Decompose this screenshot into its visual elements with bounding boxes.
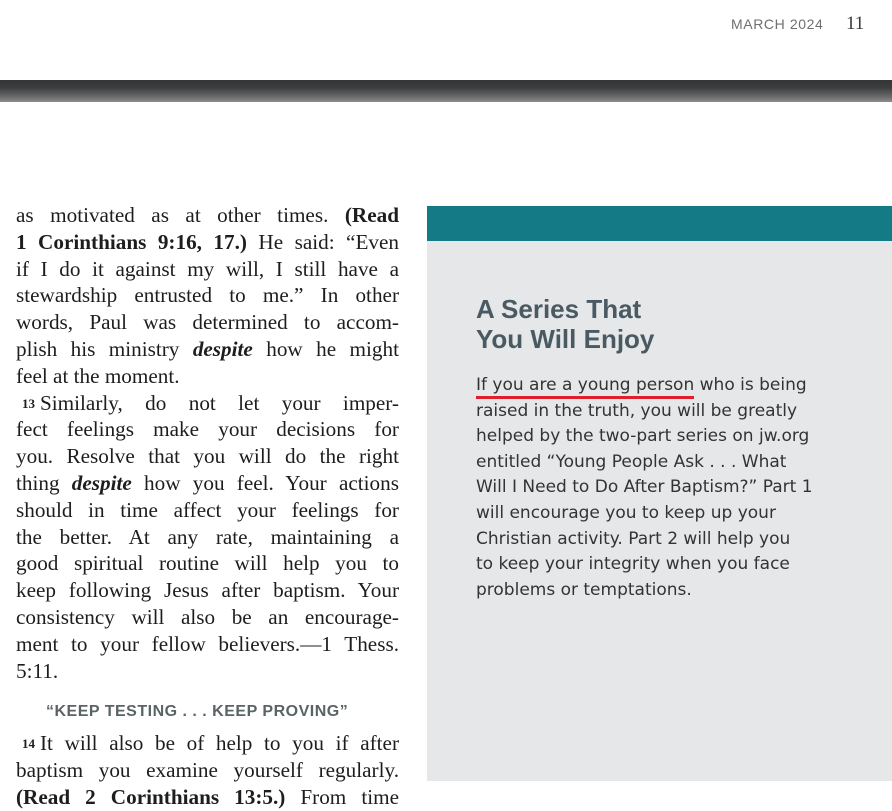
text-line: stewardship entrusted to me.” In other bbox=[16, 283, 399, 308]
text-line: baptism you examine yourself regularly. bbox=[16, 757, 399, 782]
header-divider-bar bbox=[0, 80, 892, 102]
text-line: fect feelings make your decisions for bbox=[16, 417, 399, 442]
underlined-highlight: If you are a young person bbox=[476, 374, 694, 399]
text-line: Christian activity. Part 2 will help you bbox=[476, 528, 791, 549]
text-line: problems or temptations. bbox=[476, 579, 692, 600]
article-column bbox=[16, 202, 399, 811]
page-header bbox=[0, 0, 892, 80]
text-line: If you are a young person who is being bbox=[476, 373, 836, 399]
sidebar-title-line: You Will Enjoy bbox=[476, 324, 655, 354]
text-line: will encourage you to keep up your bbox=[476, 502, 776, 523]
text-line: entitled “Young People Ask . . . What bbox=[476, 451, 787, 472]
scripture-reference: 1 Corinthians 9:16, 17.) bbox=[16, 229, 247, 254]
emphasis: despite bbox=[192, 336, 253, 361]
sidebar-body bbox=[476, 373, 836, 603]
text-line: Will I Need to Do After Baptism?” Part 1 bbox=[476, 477, 813, 498]
text-line: consistency will also be an encourage- bbox=[16, 604, 399, 629]
sidebar-title-line: A Series That bbox=[476, 294, 642, 324]
paragraph-13 bbox=[16, 390, 399, 685]
text-line: to keep your integrity when you face bbox=[476, 554, 790, 575]
sidebar-title bbox=[476, 294, 654, 354]
text-line: if I do it against my will, I still have a bbox=[16, 256, 399, 281]
text-line: good spiritual routine will help you to bbox=[16, 551, 399, 576]
text-line: feel at the moment. bbox=[16, 363, 180, 388]
text-line: 14 It will also be of help to you if after bbox=[22, 731, 399, 756]
section-subheading: “KEEP TESTING . . . KEEP PROVING” bbox=[46, 703, 349, 721]
text-line: (Read 2 Corinthians 13:5.) From time bbox=[16, 784, 399, 809]
text-line: 5:11. bbox=[16, 658, 59, 683]
scripture-reference: (Read bbox=[344, 203, 399, 227]
text-line: keep following Jesus after baptism. Your bbox=[16, 578, 399, 603]
text-line: should in time affect your feelings for bbox=[16, 497, 399, 522]
text-line: the better. At any rate, maintaining a bbox=[16, 524, 399, 549]
scripture-reference: (Read 2 Corinthians 13:5.) bbox=[16, 784, 286, 809]
text-line: you. Resolve that you will do the right bbox=[16, 444, 399, 469]
sidebar-accent-bar bbox=[427, 206, 892, 241]
paragraph-number: 14 bbox=[22, 736, 35, 752]
text-line: 13 Similarly, do not let your imper- bbox=[22, 390, 399, 415]
text-line: words, Paul was determined to accom- bbox=[16, 310, 399, 335]
text-line: thing despite how you feel. Your actions bbox=[16, 470, 399, 495]
text-line: raised in the truth, you will be greatly bbox=[476, 400, 798, 421]
text-line: ment to your fellow believers.—1 Thess. bbox=[16, 631, 399, 656]
text-line: 1 Corinthians 9:16, 17.) He said: “Even bbox=[16, 229, 399, 254]
emphasis: despite bbox=[71, 470, 132, 495]
sidebar-box bbox=[427, 206, 892, 781]
paragraph-14 bbox=[16, 730, 399, 810]
text-line: plish his ministry despite how he might bbox=[16, 336, 399, 361]
paragraph-number: 13 bbox=[22, 395, 35, 411]
page-number: 11 bbox=[846, 13, 865, 34]
header-month: MARCH 2024 bbox=[731, 16, 824, 32]
text-line: helped by the two-part series on jw.org bbox=[476, 426, 810, 447]
paragraph-12 bbox=[16, 202, 399, 390]
text-line: as motivated as at other times. (Read bbox=[16, 203, 399, 227]
